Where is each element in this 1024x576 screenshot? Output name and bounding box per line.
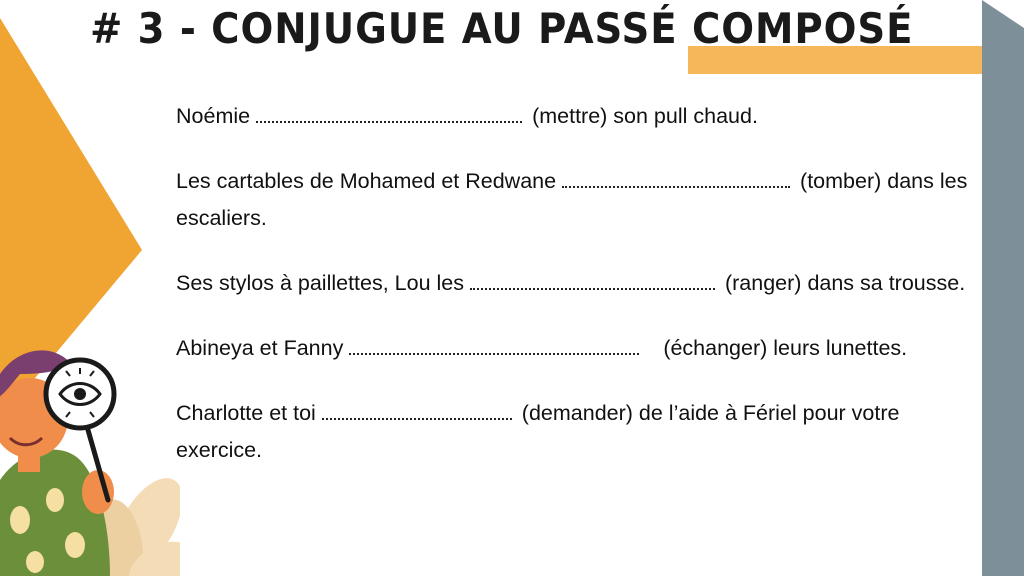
student-character-illustration xyxy=(0,330,180,576)
sentence-subject: Abineya et Fanny xyxy=(176,336,344,360)
verb-infinitive: (mettre) xyxy=(532,104,608,128)
sentence-subject: Les cartables de Mohamed et Redwane xyxy=(176,169,557,193)
exercise-item-4 xyxy=(176,330,991,367)
answer-blank[interactable] xyxy=(322,396,512,420)
sentence-end: dans sa trousse. xyxy=(807,271,966,295)
sentence-end: son pull chaud. xyxy=(613,104,758,128)
sentence-end: dans les escaliers. xyxy=(176,169,968,230)
verb-infinitive: (échanger) xyxy=(663,336,768,360)
answer-blank[interactable] xyxy=(349,331,639,355)
sentence-subject: Ses stylos à paillettes, Lou les xyxy=(176,271,465,295)
answer-blank[interactable] xyxy=(562,164,790,188)
exercise-item-5 xyxy=(176,395,991,469)
answer-blank[interactable] xyxy=(256,99,522,123)
sentence-end: de l’aide à Fériel pour votre exercice. xyxy=(176,401,900,462)
verb-infinitive: (demander) xyxy=(521,401,633,425)
slate-bar-corner xyxy=(982,0,1024,28)
page-title: # 3 - CONJUGUE AU PASSÉ COMPOSÉ xyxy=(90,4,914,53)
exercise-item-3 xyxy=(176,265,991,302)
exercise-item-1 xyxy=(176,98,991,135)
exercise-list xyxy=(176,98,991,497)
exercise-item-2 xyxy=(176,163,991,237)
answer-blank[interactable] xyxy=(470,266,715,290)
sentence-subject: Noémie xyxy=(176,104,251,128)
sentence-subject: Charlotte et toi xyxy=(176,401,316,425)
verb-infinitive: (tomber) xyxy=(800,169,882,193)
sentence-end: leurs lunettes. xyxy=(773,336,908,360)
verb-infinitive: (ranger) xyxy=(724,271,802,295)
